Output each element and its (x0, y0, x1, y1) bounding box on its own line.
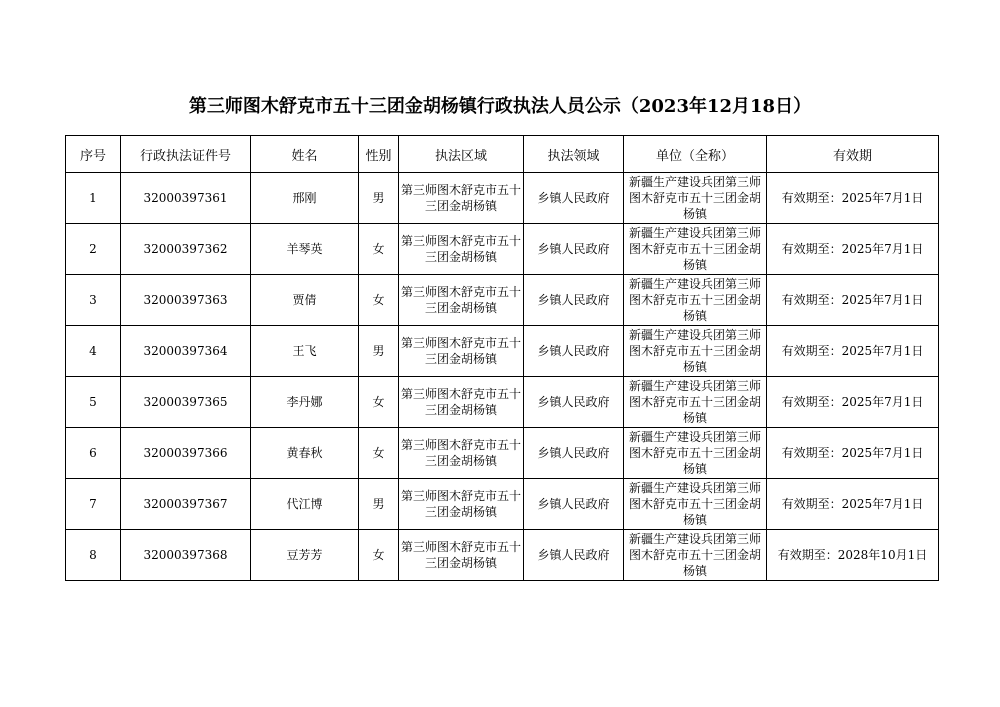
cell-field: 乡镇人民政府 (524, 530, 624, 581)
cell-validity: 有效期至：2025年7月1日 (767, 479, 939, 530)
cell-gender: 女 (359, 224, 399, 275)
cell-index: 2 (66, 224, 121, 275)
cell-field: 乡镇人民政府 (524, 326, 624, 377)
header-name: 姓名 (251, 136, 359, 173)
cell-name: 贾倩 (251, 275, 359, 326)
cell-index: 4 (66, 326, 121, 377)
cell-name: 豆芳芳 (251, 530, 359, 581)
cell-gender: 女 (359, 530, 399, 581)
cell-cert-number: 32000397368 (121, 530, 251, 581)
cell-area: 第三师图木舒克市五十三团金胡杨镇 (399, 530, 524, 581)
cell-area: 第三师图木舒克市五十三团金胡杨镇 (399, 428, 524, 479)
cell-gender: 女 (359, 428, 399, 479)
cell-field: 乡镇人民政府 (524, 377, 624, 428)
cell-area: 第三师图木舒克市五十三团金胡杨镇 (399, 479, 524, 530)
table-row (66, 428, 939, 479)
table-row (66, 377, 939, 428)
header-index: 序号 (66, 136, 121, 173)
cell-unit: 新疆生产建设兵团第三师图木舒克市五十三团金胡杨镇 (624, 173, 767, 224)
cell-name: 黄春秋 (251, 428, 359, 479)
cell-area: 第三师图木舒克市五十三团金胡杨镇 (399, 326, 524, 377)
cell-validity: 有效期至：2025年7月1日 (767, 377, 939, 428)
table-row (66, 275, 939, 326)
cell-field: 乡镇人民政府 (524, 173, 624, 224)
cell-index: 3 (66, 275, 121, 326)
header-field: 执法领域 (524, 136, 624, 173)
cell-unit: 新疆生产建设兵团第三师图木舒克市五十三团金胡杨镇 (624, 275, 767, 326)
cell-field: 乡镇人民政府 (524, 275, 624, 326)
cell-index: 7 (66, 479, 121, 530)
cell-index: 8 (66, 530, 121, 581)
cell-gender: 男 (359, 326, 399, 377)
table-row (66, 530, 939, 581)
cell-index: 6 (66, 428, 121, 479)
page-title: 第三师图木舒克市五十三团金胡杨镇行政执法人员公示（2023年12月18日） (188, 96, 812, 117)
cell-validity: 有效期至：2025年7月1日 (767, 224, 939, 275)
header-validity: 有效期 (767, 136, 939, 173)
cell-cert-number: 32000397363 (121, 275, 251, 326)
cell-area: 第三师图木舒克市五十三团金胡杨镇 (399, 275, 524, 326)
cell-cert-number: 32000397367 (121, 479, 251, 530)
header-cert-number: 行政执法证件号 (121, 136, 251, 173)
table-row (66, 479, 939, 530)
cell-name: 李丹娜 (251, 377, 359, 428)
cell-name: 王飞 (251, 326, 359, 377)
cell-validity: 有效期至：2028年10月1日 (767, 530, 939, 581)
cell-gender: 男 (359, 173, 399, 224)
cell-gender: 男 (359, 479, 399, 530)
personnel-table (65, 135, 939, 581)
cell-field: 乡镇人民政府 (524, 224, 624, 275)
cell-name: 羊琴英 (251, 224, 359, 275)
header-area: 执法区域 (399, 136, 524, 173)
cell-validity: 有效期至：2025年7月1日 (767, 428, 939, 479)
header-unit: 单位（全称） (624, 136, 767, 173)
cell-validity: 有效期至：2025年7月1日 (767, 173, 939, 224)
cell-name: 邢刚 (251, 173, 359, 224)
cell-cert-number: 32000397365 (121, 377, 251, 428)
header-gender: 性别 (359, 136, 399, 173)
cell-area: 第三师图木舒克市五十三团金胡杨镇 (399, 173, 524, 224)
cell-gender: 女 (359, 275, 399, 326)
table-row (66, 173, 939, 224)
cell-validity: 有效期至：2025年7月1日 (767, 275, 939, 326)
cell-name: 代江博 (251, 479, 359, 530)
cell-area: 第三师图木舒克市五十三团金胡杨镇 (399, 377, 524, 428)
cell-area: 第三师图木舒克市五十三团金胡杨镇 (399, 224, 524, 275)
table-row (66, 224, 939, 275)
cell-field: 乡镇人民政府 (524, 479, 624, 530)
cell-field: 乡镇人民政府 (524, 428, 624, 479)
cell-cert-number: 32000397366 (121, 428, 251, 479)
cell-unit: 新疆生产建设兵团第三师图木舒克市五十三团金胡杨镇 (624, 377, 767, 428)
cell-unit: 新疆生产建设兵团第三师图木舒克市五十三团金胡杨镇 (624, 326, 767, 377)
cell-unit: 新疆生产建设兵团第三师图木舒克市五十三团金胡杨镇 (624, 530, 767, 581)
table-header-row (66, 136, 939, 173)
cell-index: 1 (66, 173, 121, 224)
cell-cert-number: 32000397361 (121, 173, 251, 224)
cell-unit: 新疆生产建设兵团第三师图木舒克市五十三团金胡杨镇 (624, 479, 767, 530)
cell-cert-number: 32000397362 (121, 224, 251, 275)
cell-index: 5 (66, 377, 121, 428)
cell-validity: 有效期至：2025年7月1日 (767, 326, 939, 377)
cell-cert-number: 32000397364 (121, 326, 251, 377)
cell-unit: 新疆生产建设兵团第三师图木舒克市五十三团金胡杨镇 (624, 428, 767, 479)
cell-gender: 女 (359, 377, 399, 428)
cell-unit: 新疆生产建设兵团第三师图木舒克市五十三团金胡杨镇 (624, 224, 767, 275)
table-row (66, 326, 939, 377)
